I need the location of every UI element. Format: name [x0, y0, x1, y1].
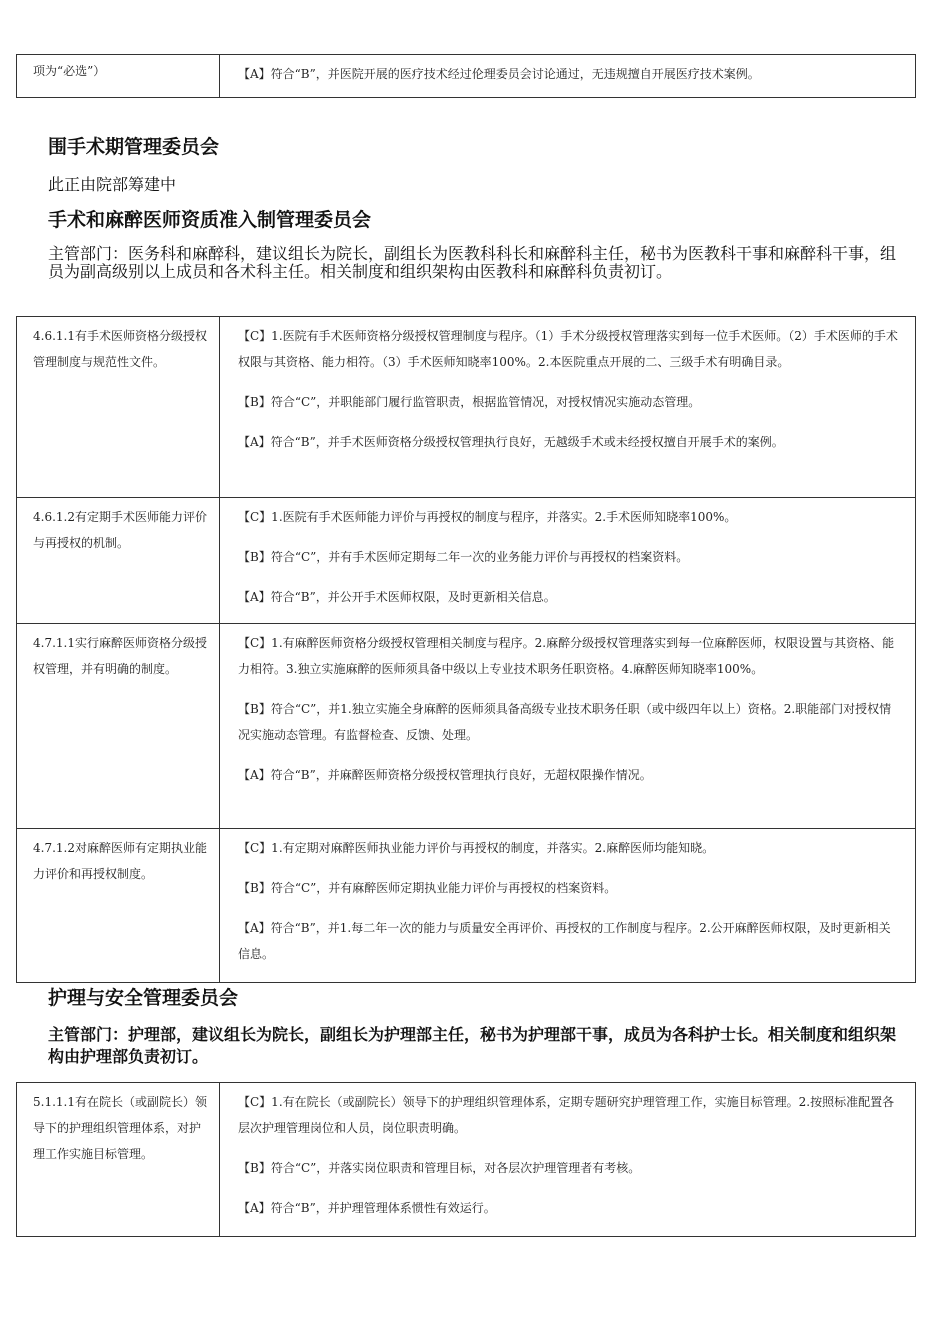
standard-code-cell: 5.1.1.1有在院长（或副院长）领导下的护理组织管理体系，对护理工作实施目标管理。 [17, 1083, 220, 1237]
standard-code-cell: 4.6.1.1有手术医师资格分级授权管理制度与规范性文件。 [17, 317, 220, 498]
criteria-level-c: 【C】1.有麻醉医师资格分级授权管理相关制度与程序。2.麻醉分级授权管理落实到每一位麻醉医师，权限设置与其资格、能力相符。3.独立实施麻醉的医师须具备中级以上专业技术职务任职资格。4.麻醉医师知晓率100%。 [238, 636, 895, 676]
table-row [17, 829, 916, 983]
table-row [17, 498, 916, 624]
criteria-level-b: 【B】符合“C”，并职能部门履行监管职责，根据监管情况，对授权情况实施动态管理。 [238, 395, 701, 409]
table-row [17, 55, 916, 98]
criteria-level-c: 【C】1.医院有手术医师资格分级授权管理制度与程序。（1）手术分级授权管理落实到每一位手术医师。（2）手术医师的手术权限与其资格、能力相符。（3）手术医师知晓率100%。2.本医院重点开展的二、三级手术有明确目录。 [238, 329, 898, 369]
table-row [17, 1083, 916, 1237]
criteria-level-b: 【B】符合“C”，并落实岗位职责和管理目标，对各层次护理管理者有考核。 [238, 1161, 641, 1175]
criteria-level-a: 【A】符合“B”，并1.每二年一次的能力与质量安全再评价、再授权的工作制度与程序。2.公开麻醉医师权限，及时更新相关信息。 [238, 921, 891, 961]
nursing-standards-table [16, 1082, 916, 1237]
criteria-cell [220, 829, 916, 983]
standard-code-cell: 项为“必选”） [17, 55, 220, 98]
table-row [17, 624, 916, 829]
criteria-level-a: 【A】符合“B”，并麻醉医师资格分级授权管理执行良好，无超权限操作情况。 [238, 768, 652, 782]
section-desc-qualification: 主管部门：医务科和麻醉科，建议组长为院长，副组长为医教科科长和麻醉科主任，秘书为医教科干事和麻醉科干事，组员为副高级别以上成员和各术科主任。相关制度和组织架构由医教科和麻醉科负责初订。 [48, 244, 897, 281]
section-desc-nursing: 主管部门：护理部，建议组长为院长，副组长为护理部主任，秘书为护理部干事，成员为各科护士长。相关制度和组织架构由护理部负责初订。 [48, 1025, 897, 1066]
top-standards-table [16, 54, 916, 98]
table-row [17, 317, 916, 498]
criteria-level-a: 【A】符合“B”，并手术医师资格分级授权管理执行良好，无越级手术或未经授权擅自开展手术的案例。 [238, 435, 784, 449]
standard-code-cell: 4.7.1.2对麻醉医师有定期执业能力评价和再授权制度。 [17, 829, 220, 983]
criteria-cell [220, 55, 916, 98]
criteria-level-a: 【A】符合“B”，并公开手术医师权限，及时更新相关信息。 [238, 590, 556, 604]
standard-code-cell: 4.6.1.2有定期手术医师能力评价与再授权的机制。 [17, 498, 220, 624]
criteria-level-b: 【B】符合“C”，并有麻醉医师定期执业能力评价与再授权的档案资料。 [238, 881, 617, 895]
criteria-cell [220, 624, 916, 829]
criteria-level-a: 【A】符合“B”，并护理管理体系惯性有效运行。 [238, 1201, 496, 1215]
criteria-cell [220, 1083, 916, 1237]
criteria-level-b: 【B】符合“C”，并1.独立实施全身麻醉的医师须具备高级专业技术职务任职（或中级四年以上）资格。2.职能部门对授权情况实施动态管理。有监督检查、反馈、处理。 [238, 702, 892, 742]
criteria-level-a: 【A】符合“B”，并医院开展的医疗技术经过伦理委员会讨论通过，无违规擅自开展医疗技术案例。 [238, 67, 760, 81]
section-title-perioperative: 围手术期管理委员会 [48, 136, 220, 158]
qualification-standards-table [16, 316, 916, 983]
criteria-level-c: 【C】1.有定期对麻醉医师执业能力评价与再授权的制度，并落实。2.麻醉医师均能知晓。 [238, 841, 715, 855]
criteria-level-c: 【C】1.医院有手术医师能力评价与再授权的制度与程序，并落实。2.手术医师知晓率100%。 [238, 510, 737, 524]
standard-code-cell: 4.7.1.1实行麻醉医师资格分级授权管理，并有明确的制度。 [17, 624, 220, 829]
criteria-level-c: 【C】1.有在院长（或副院长）领导下的护理组织管理体系，定期专题研究护理管理工作，实施目标管理。2.按照标准配置各层次护理管理岗位和人员，岗位职责明确。 [238, 1095, 895, 1135]
criteria-cell [220, 317, 916, 498]
criteria-cell [220, 498, 916, 624]
section-title-nursing: 护理与安全管理委员会 [48, 987, 239, 1009]
criteria-level-b: 【B】符合“C”，并有手术医师定期每二年一次的业务能力评价与再授权的档案资料。 [238, 550, 689, 564]
section-title-qualification: 手术和麻醉医师资质准入制管理委员会 [48, 209, 372, 231]
section-note-perioperative: 此正由院部筹建中 [48, 175, 177, 194]
